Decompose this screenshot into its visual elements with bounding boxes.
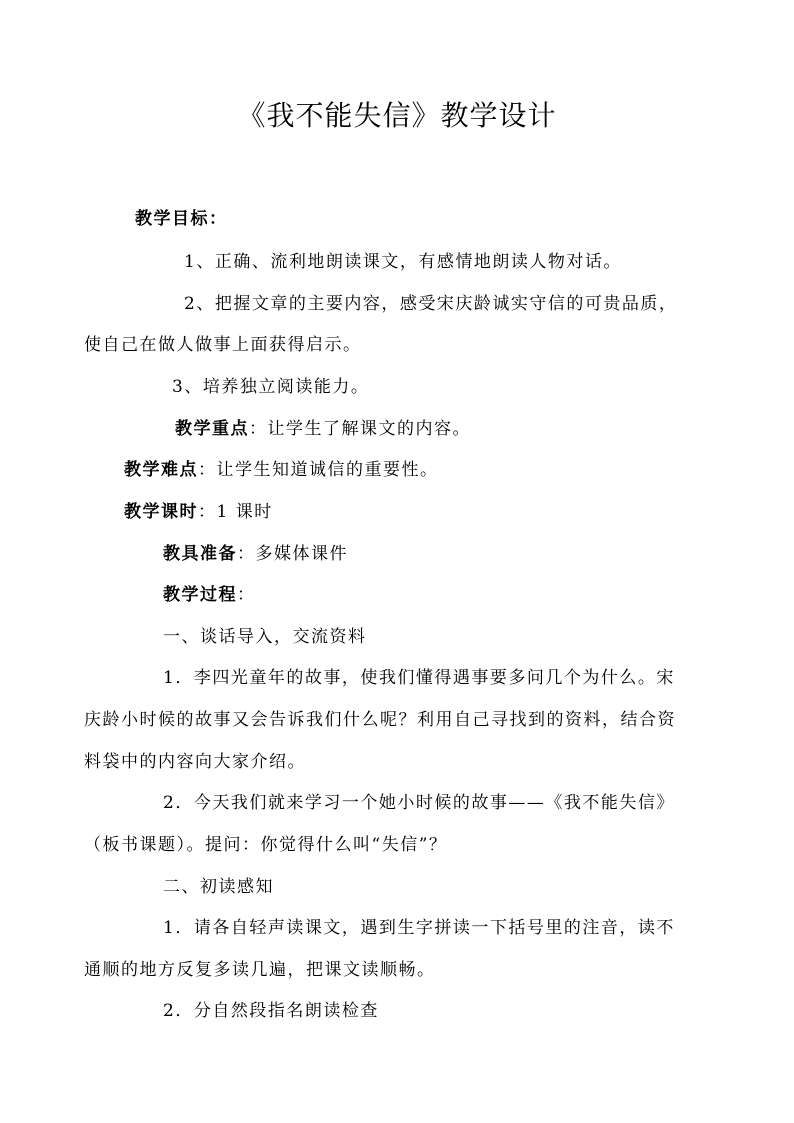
objective-1: 1、正确、流利地朗读课文，有感情地朗读人物对话。 bbox=[184, 252, 622, 272]
class-hours bbox=[124, 498, 273, 526]
s1-paragraph-2-line1: 2．今天我们就来学习一个她小时候的故事——《我不能失信》 bbox=[163, 793, 675, 813]
s1-paragraph-1-line2: 庆龄小时候的故事又会告诉我们什么呢？利用自己寻找到的资料，结合资 bbox=[84, 710, 676, 730]
key-point-text: ：让学生了解课文的内容。 bbox=[249, 419, 471, 439]
section-1-heading: 一、谈话导入，交流资料 bbox=[163, 627, 367, 647]
s2-paragraph-1-line1: 1．请各自轻声读课文，遇到生字拼读一下括号里的注音，读不 bbox=[163, 918, 675, 938]
difficulty-text: ：让学生知道诚信的重要性。 bbox=[198, 460, 439, 480]
objective-2-line2: 使自己在做人做事上面获得启示。 bbox=[84, 335, 362, 355]
page-title: 《我不能失信》教学设计 bbox=[237, 99, 557, 132]
objectives-label: 教学目标： bbox=[135, 209, 228, 229]
s2-paragraph-1-line2: 通顺的地方反复多读几遍，把课文读顺畅。 bbox=[84, 960, 436, 980]
s1-paragraph-2-line2: （板书课题）。提问：你觉得什么叫“失信”？ bbox=[84, 835, 448, 855]
s1-paragraph-1-line1: 1．李四光童年的故事，使我们懂得遇事要多问几个为什么。宋 bbox=[163, 668, 675, 688]
class-hours-label: 教学课时 bbox=[124, 502, 198, 522]
class-hours-text: ：1 课时 bbox=[198, 502, 273, 522]
difficulty bbox=[124, 456, 439, 484]
s2-paragraph-2: 2．分自然段指名朗读检查 bbox=[163, 1001, 379, 1021]
objective-2-line1: 2、把握文章的主要内容，感受宋庆龄诚实守信的可贵品质， bbox=[184, 294, 678, 314]
process-label: 教学过程 bbox=[163, 585, 237, 605]
teaching-tools-label: 教具准备 bbox=[163, 544, 237, 564]
teaching-tools bbox=[163, 540, 348, 568]
section-2-heading: 二、初读感知 bbox=[163, 877, 274, 897]
difficulty-label: 教学难点 bbox=[124, 460, 198, 480]
process-heading bbox=[163, 581, 256, 609]
objective-3: 3、培养独立阅读能力。 bbox=[172, 377, 370, 397]
key-point-label: 教学重点 bbox=[175, 419, 249, 439]
teaching-tools-text: ：多媒体课件 bbox=[237, 544, 348, 564]
key-point bbox=[175, 415, 471, 443]
process-colon: ： bbox=[237, 585, 256, 605]
s1-paragraph-1-line3: 料袋中的内容向大家介绍。 bbox=[84, 752, 306, 772]
